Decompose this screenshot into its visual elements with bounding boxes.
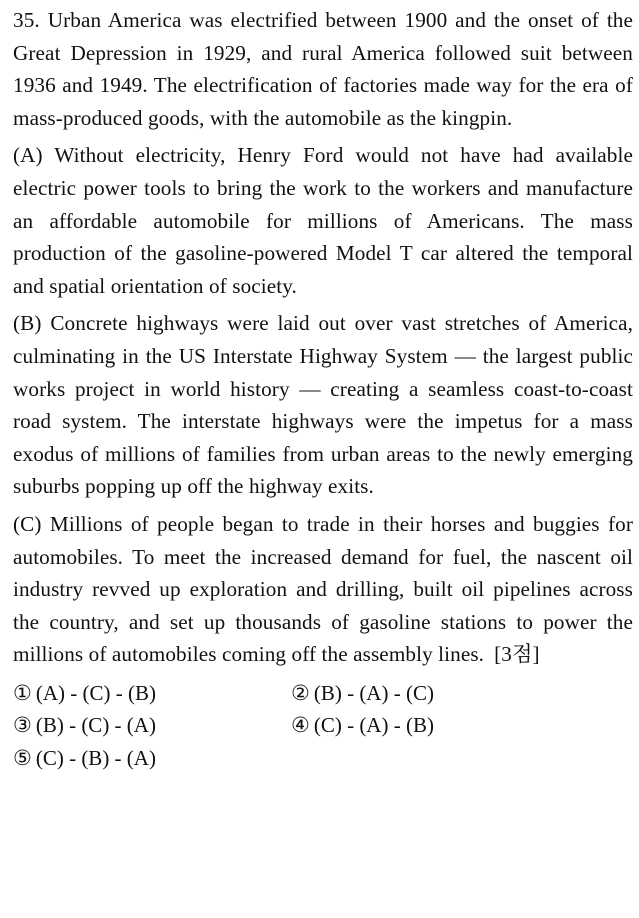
paragraph-c-text: Millions of people began to trade in their horses and buggies for automobiles. To meet the increased demand for fuel, the nascent oil industry revved up exploration and drilling, built oil pipelines across the country, and set up thousands of gasoline stations to power the millions of automobiles coming off the assembly lines.: [13, 511, 633, 667]
option-1[interactable]: [13, 677, 291, 710]
option-1-mark: ①: [13, 680, 32, 705]
option-2-mark: ②: [291, 680, 310, 705]
paragraph-a-label: (A): [13, 143, 43, 168]
options-row-1: [13, 677, 633, 710]
options-row-3: [13, 742, 633, 775]
option-2[interactable]: [291, 677, 569, 710]
paragraph-a: [13, 139, 633, 302]
paragraph-a-text: Without electricity, Henry Ford would not have had available electric power tools to bring the work to the workers and manufacture an affordable automobile for millions of Americans. The mass production of the gasoline-powered Model T car altered the temporal and spatial orientation of society.: [13, 143, 633, 298]
question-intro: [13, 4, 633, 134]
option-3-text: (B) - (C) - (A): [35, 713, 156, 738]
option-1-text: (A) - (C) - (B): [35, 680, 156, 705]
option-5-text: (C) - (B) - (A): [35, 745, 156, 770]
paragraph-c-label: (C): [13, 511, 42, 536]
option-3[interactable]: [13, 709, 291, 742]
paragraph-b-text: Concrete highways were laid out over vast stretches of America, culminating in the US Interstate Highway System ― the largest public works project in world history ― creating a seamless coast-to-coast road system. The interstate highways were the impetus for a mass exodus of millions of families from urban areas to the newly emerging suburbs popping up off the highway exits.: [13, 311, 633, 499]
paragraph-c: [13, 508, 633, 671]
option-4[interactable]: [291, 709, 569, 742]
option-5[interactable]: [13, 742, 291, 775]
question-number: 35.: [13, 8, 40, 32]
option-4-mark: ④: [291, 713, 310, 738]
option-2-text: (B) - (A) - (C): [313, 680, 434, 705]
option-3-mark: ③: [13, 713, 32, 738]
answer-options: [13, 677, 633, 775]
options-row-2: [13, 709, 633, 742]
intro-text: Urban America was electrified between 1900 and the onset of the Great Depression in 1929, and rural America followed suit between 1936 and 1949. The electrification of factories made way for the era of mass-produced goods, with the automobile as the kingpin.: [13, 8, 633, 130]
option-4-text: (C) - (A) - (B): [313, 713, 434, 738]
option-5-mark: ⑤: [13, 745, 32, 770]
paragraph-b: [13, 307, 633, 503]
score-badge: [3점]: [494, 642, 540, 667]
paragraph-b-label: (B): [13, 311, 42, 336]
